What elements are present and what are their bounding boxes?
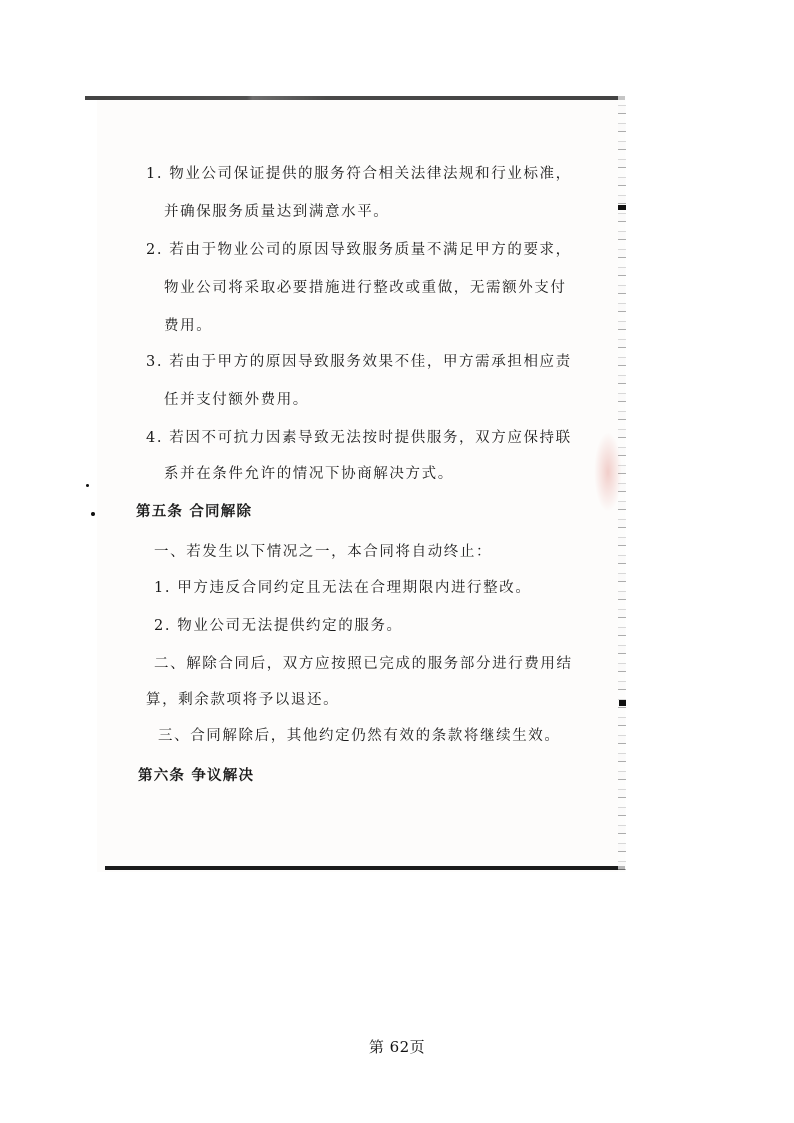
clause-2-line-1: 2. 若由于物业公司的原因导致服务质量不满足甲方的要求， xyxy=(146,242,572,258)
scan-edge-mark xyxy=(618,205,626,210)
scan-speck xyxy=(86,484,89,487)
clause-1-line-1: 1. 物业公司保证提供的服务符合相关法律法规和行业标准， xyxy=(146,166,572,182)
scan-bottom-edge xyxy=(105,866,625,870)
stamp-smudge xyxy=(594,432,622,512)
article-5-para-1: 一、若发生以下情况之一，本合同将自动终止： xyxy=(154,544,493,560)
scan-top-edge xyxy=(85,96,625,100)
clause-3-line-2: 任并支付额外费用。 xyxy=(164,392,309,408)
scan-edge-mark xyxy=(619,700,626,706)
clause-4-line-1: 4. 若因不可抗力因素导致无法按时提供服务，双方应保持联 xyxy=(146,430,572,446)
article-5-para-2-line-1: 二、解除合同后，双方应按照已完成的服务部分进行费用结 xyxy=(154,656,573,672)
article-6-heading: 第六条 争议解决 xyxy=(138,767,255,784)
article-5-item-1: 1. 甲方违反合同约定且无法在合理期限内进行整改。 xyxy=(154,580,532,596)
clause-2-line-2: 物业公司将采取必要措施进行整改或重做，无需额外支付 xyxy=(164,280,567,296)
clause-2-line-3: 费用。 xyxy=(164,318,213,334)
clause-4-line-2: 系并在条件允许的情况下协商解决方式。 xyxy=(164,466,454,482)
article-5-para-2-line-2: 算，剩余款项将予以退还。 xyxy=(146,692,340,708)
bullet-dot xyxy=(91,512,95,516)
clause-3-line-1: 3. 若由于甲方的原因导致服务效果不佳，甲方需承担相应责 xyxy=(146,354,572,370)
article-5-item-2: 2. 物业公司无法提供约定的服务。 xyxy=(154,618,403,634)
article-5-para-3: 三、合同解除后，其他约定仍然有效的条款将继续生效。 xyxy=(158,728,561,744)
clause-1-line-2: 并确保服务质量达到满意水平。 xyxy=(164,204,390,220)
article-5-heading: 第五条 合同解除 xyxy=(136,503,253,520)
page-number: 第 62页 xyxy=(368,1038,426,1056)
